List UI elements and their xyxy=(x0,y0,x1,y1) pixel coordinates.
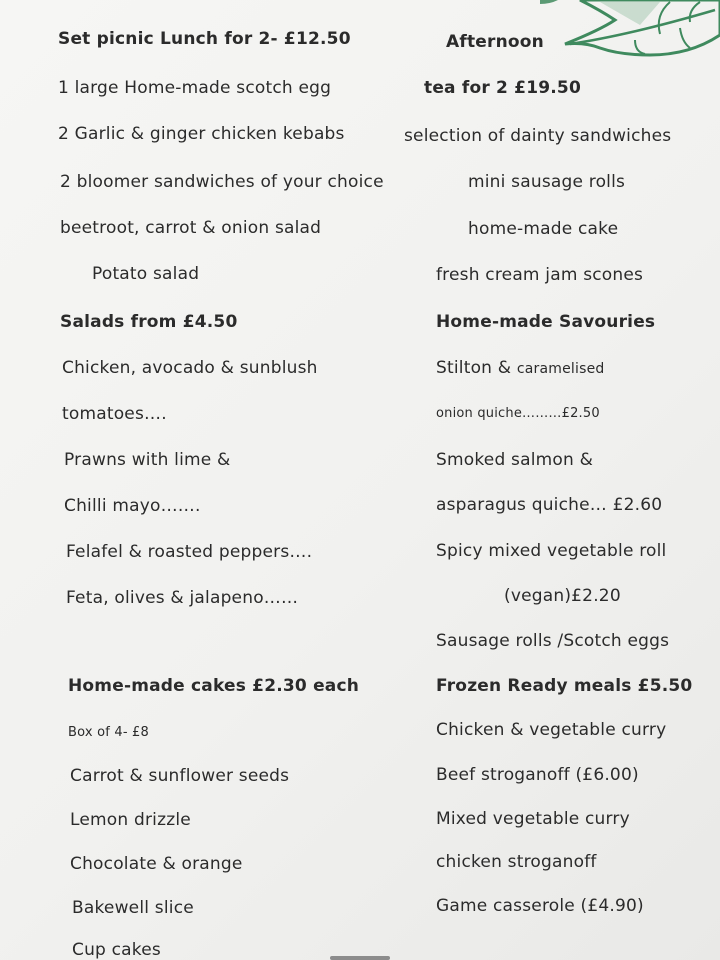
salad-item: Chilli mayo……. xyxy=(64,496,201,516)
savoury-item xyxy=(436,358,604,378)
cake-item: Carrot & sunflower seeds xyxy=(70,766,290,786)
tea-title-price: tea for 2 £19.50 xyxy=(424,78,581,98)
cake-item: Bakewell slice xyxy=(72,898,194,918)
frozen-item: Mixed vegetable curry xyxy=(436,809,630,829)
picnic-item: Potato salad xyxy=(92,264,200,284)
savoury-item: (vegan)£2.20 xyxy=(504,586,621,606)
frozen-item: Beef stroganoff (£6.00) xyxy=(436,765,639,785)
tea-item: fresh cream jam scones xyxy=(436,265,644,285)
cake-item: Chocolate & orange xyxy=(70,854,243,874)
savoury-text: Stilton & xyxy=(436,358,512,378)
picnic-item: 2 bloomer sandwiches of your choice xyxy=(60,172,384,192)
savoury-item: onion quiche………£2.50 xyxy=(436,406,600,421)
frozen-item: Chicken & vegetable curry xyxy=(436,720,667,740)
salad-item: Feta, olives & jalapeno…… xyxy=(66,588,299,608)
picnic-item: 1 large Home-made scotch egg xyxy=(58,78,332,98)
cake-item: Lemon drizzle xyxy=(70,810,191,830)
frozen-item: chicken stroganoff xyxy=(436,852,597,872)
leaf-icon xyxy=(540,0,720,70)
salads-title: Salads from £4.50 xyxy=(60,312,238,332)
salad-item: Felafel & roasted peppers…. xyxy=(66,542,313,562)
tea-item: home-made cake xyxy=(468,219,619,239)
tea-item: mini sausage rolls xyxy=(468,172,626,192)
salad-item: tomatoes…. xyxy=(62,404,167,424)
picnic-item: 2 Garlic & ginger chicken kebabs xyxy=(58,124,345,144)
savoury-text: caramelised xyxy=(516,361,605,377)
salad-item: Prawns with lime & xyxy=(64,450,231,470)
page-edge-mark xyxy=(330,956,390,960)
savoury-item: Spicy mixed vegetable roll xyxy=(436,541,667,561)
savoury-item: Sausage rolls /Scotch eggs xyxy=(436,631,670,651)
frozen-item: Game casserole (£4.90) xyxy=(436,896,644,916)
savoury-item: Smoked salmon & xyxy=(436,450,594,470)
savouries-title: Home-made Savouries xyxy=(436,312,656,332)
tea-item: selection of dainty sandwiches xyxy=(404,126,672,146)
frozen-title: Frozen Ready meals £5.50 xyxy=(436,676,693,696)
salad-item: Chicken, avocado & sunblush xyxy=(62,358,318,378)
cakes-title: Home-made cakes £2.30 each xyxy=(68,676,360,696)
cakes-box: Box of 4- £8 xyxy=(68,725,149,740)
tea-title: Afternoon xyxy=(446,32,544,52)
picnic-title: Set picnic Lunch for 2- £12.50 xyxy=(58,29,351,49)
savoury-item: asparagus quiche… £2.60 xyxy=(436,495,663,515)
cake-item: Cup cakes xyxy=(72,940,161,960)
picnic-item: beetroot, carrot & onion salad xyxy=(60,218,322,238)
